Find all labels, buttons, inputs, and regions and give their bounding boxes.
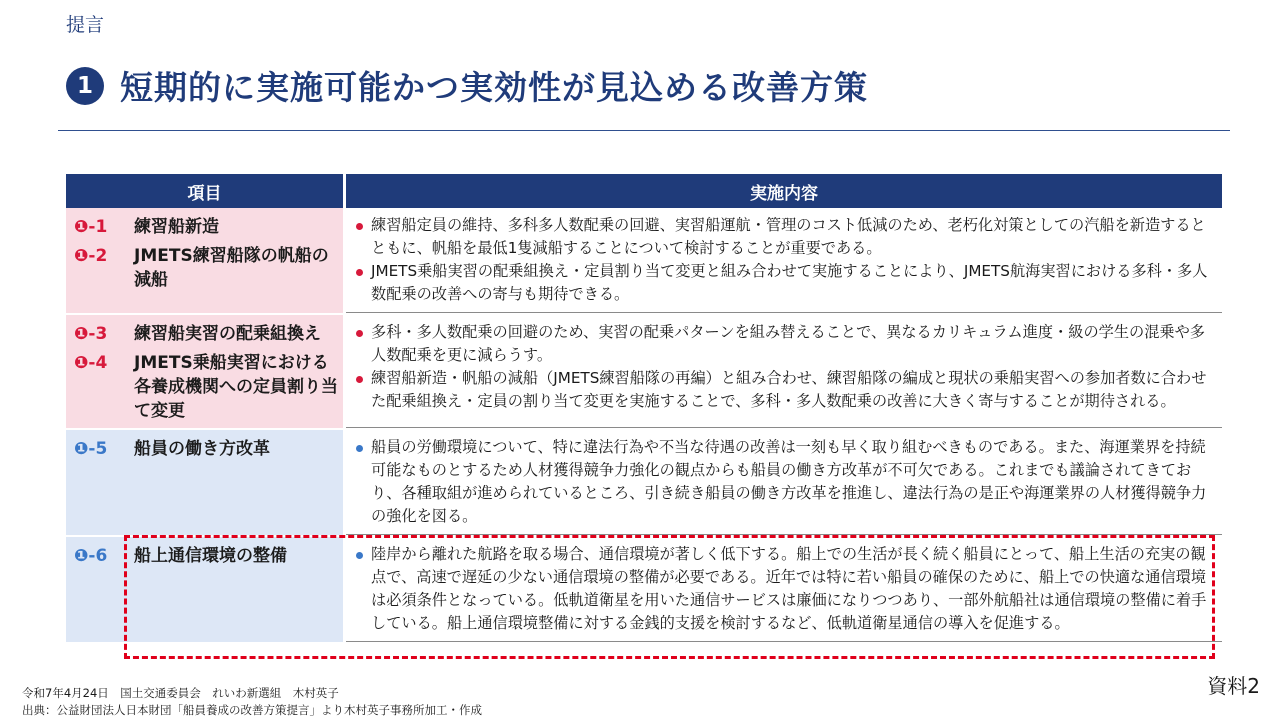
bullet-list: [354, 436, 1214, 528]
bullet-item: [354, 436, 1214, 528]
row-content-cell: [346, 315, 1222, 428]
item-code: ❶-6: [74, 546, 108, 566]
item-entry: [74, 437, 343, 461]
row-content-cell: [346, 208, 1222, 313]
item-title: 船上通信環境の整備: [134, 546, 287, 566]
table-row: [66, 315, 1222, 430]
item-entry: [74, 215, 343, 239]
bullet-text: 練習船新造・帆船の減船（JMETS練習船隊の再編）と組み合わせ、練習船隊の編成と現状の乗船実習への参加者数に合わせた配乗組換え・定員の割り当て変更を実施することで、多科・多人数配乗の改善に大きく寄与することが期待される。: [371, 369, 1207, 410]
title-number-badge: 1: [66, 67, 104, 105]
item-title: 練習船実習の配乗組換え: [134, 324, 321, 344]
bullet-list: [354, 214, 1214, 306]
table-row: [66, 430, 1222, 537]
section-label: 提言: [66, 14, 105, 36]
item-code: ❶-3: [74, 324, 108, 344]
bullet-text: 練習船定員の維持、多科多人数配乗の回避、実習船運航・管理のコスト低減のため、老朽化対策としての汽船を新造するとともに、帆船を最低1隻減船することについて検討することが重要である。: [371, 216, 1206, 257]
item-code: ❶-2: [74, 246, 108, 266]
item-title: JMETS乗船実習における各養成機関への定員割り当て変更: [134, 353, 338, 421]
item-code: ❶-4: [74, 353, 108, 373]
bullet-text: JMETS乗船実習の配乗組換え・定員割り当て変更と組み合わせて実施することにより、JMETS航海実習における多科・多人数配乗の改善への寄与も期待できる。: [371, 262, 1208, 303]
item-entry: [74, 351, 343, 423]
bullet-item: [354, 214, 1214, 260]
bullet-item: [354, 543, 1214, 635]
table-row: [66, 208, 1222, 315]
title-text: 短期的に実施可能かつ実効性が見込める改善方策: [120, 68, 868, 107]
table-body: [66, 208, 1222, 644]
bullet-item: [354, 321, 1214, 367]
row-item-cell: [66, 208, 343, 313]
table-row: [66, 537, 1222, 644]
row-content-cell: [346, 537, 1222, 642]
measures-table: [66, 174, 1222, 644]
header-item: 項目: [66, 174, 343, 208]
row-item-cell: [66, 315, 343, 428]
item-entry: [74, 544, 343, 568]
bullet-dot-icon: [356, 330, 363, 337]
item-entry: [74, 322, 343, 346]
row-item-cell: [66, 430, 343, 535]
footer-source-line: 出典：公益財団法人日本財団「船員養成の改善方策提言」より木村英子事務所加工・作成: [22, 703, 482, 717]
footer-date-line: 令和7年4月24日 国土交通委員会 れいわ新選組 木村英子: [22, 686, 339, 700]
row-content-cell: [346, 430, 1222, 535]
item-title: 船員の働き方改革: [134, 439, 270, 459]
item-title: 練習船新造: [134, 217, 219, 237]
item-code: ❶-1: [74, 217, 108, 237]
row-item-cell: [66, 537, 343, 642]
bullet-dot-icon: [356, 445, 363, 452]
bullet-list: [354, 321, 1214, 413]
item-title: JMETS練習船隊の帆船の減船: [134, 246, 329, 290]
bullet-text: 多科・多人数配乗の回避のため、実習の配乗パターンを組み替えることで、異なるカリキュラム進度・級の学生の混乗や多人数配乗を更に減らうす。: [371, 323, 1205, 364]
bullet-dot-icon: [356, 376, 363, 383]
bullet-item: [354, 367, 1214, 413]
title-divider: [58, 130, 1230, 131]
footer: [22, 685, 482, 719]
page-title: [66, 62, 868, 109]
bullet-dot-icon: [356, 269, 363, 276]
bullet-text: 陸岸から離れた航路を取る場合、通信環境が著しく低下する。船上での生活が長く続く船員にとって、船上生活の充実の観点で、高速で遅延の少ない通信環境の整備が必要である。近年では特に若い船員の確保のために、船上での快適な通信環境は必須条件となっている。低軌道衛星を用いた通信サービスは廉価になりつつあり、一部外航船社は通信環境の整備に着手している。船上通信環境整備に対する金銭的支援を検討するなど、低軌道衛星通信の導入を促進する。: [371, 545, 1207, 632]
bullet-dot-icon: [356, 223, 363, 230]
table-header: [66, 174, 1222, 208]
bullet-item: [354, 260, 1214, 306]
item-entry: [74, 244, 343, 292]
document-label: 資料2: [1207, 674, 1260, 698]
bullet-dot-icon: [356, 552, 363, 559]
bullet-list: [354, 543, 1214, 635]
item-code: ❶-5: [74, 439, 108, 459]
header-content: 実施内容: [346, 174, 1222, 208]
bullet-text: 船員の労働環境について、特に違法行為や不当な待遇の改善は一刻も早く取り組むべきものである。また、海運業界を持続可能なものとするため人材獲得競争力強化の観点からも船員の働き方改革が不可欠である。これまでも議論されてきており、各種取組が進められているところ、引き続き船員の働き方改革を推進し、違法行為の是正や海運業界の人材獲得競争力の強化を図る。: [371, 438, 1207, 525]
